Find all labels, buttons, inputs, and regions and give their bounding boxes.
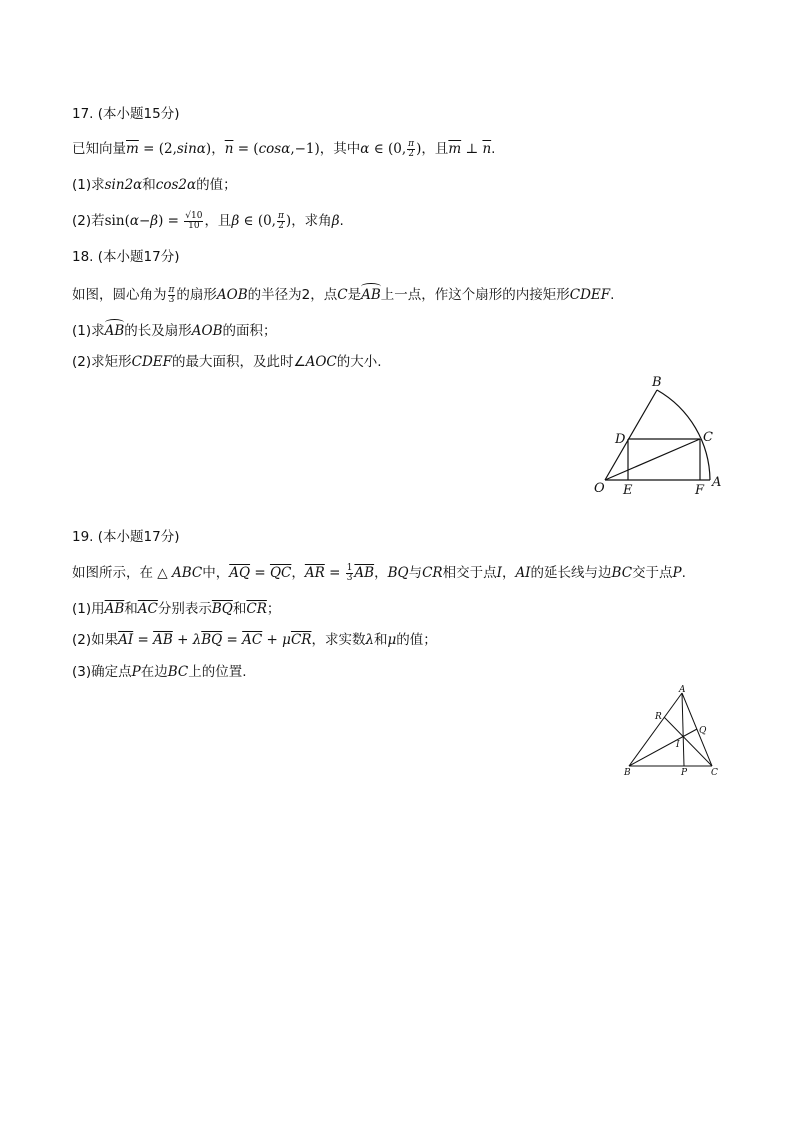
label-d: D (615, 432, 626, 447)
q18-part2: (2)求矩形CDEF的最大面积，及此时∠AOC的大小. (72, 354, 382, 370)
q18-part1: (1)求AB的长及扇形AOB的面积； (72, 323, 277, 339)
arc-ab: AB (361, 287, 381, 303)
side-ab (629, 693, 682, 766)
fraction-sqrt10-over-10: $\frac{√10}{10}$ (185, 210, 203, 231)
label-b: B (652, 375, 662, 390)
q17-stem: 已知向量$\overline{m} = (2,\sin\alpha)$，$\overline{n} = (\cos\alpha,-1)$，其中α ∈ (0, $\frac{\pi}{2}$ )，且$\overline{m}$ ⊥ $\overline{n}$. (72, 138, 496, 159)
label-r: R (655, 712, 662, 722)
label-b: B (624, 768, 631, 778)
segment-bq (629, 729, 697, 766)
q17-header: 17. (本小题15分) (72, 106, 180, 122)
q19-header: 19. (本小题17分) (72, 529, 180, 545)
label-a: A (679, 685, 686, 695)
triangle-figure (620, 685, 730, 780)
q19-part2: (2)如果$\overline{AI} = \overline{AB} + \lambda\overline{BQ} = \overline{AC} + \mu\overline{CR}$，求实数λ和μ的值； (72, 632, 437, 648)
sector-figure (590, 373, 730, 498)
label-o: O (594, 481, 605, 496)
label-p: P (681, 768, 688, 778)
q19-part1: (1)用$\overline{AB}$和$\overline{AC}$分别表示$\overline{BQ}$和$\overline{CR}$； (72, 601, 281, 617)
q17-part2: (2)若sin(α−β) = $\frac{√10}{10}$ ，且β ∈ (0, $\frac{\pi}{2}$ )，求角β. (72, 210, 344, 231)
label-q: Q (699, 726, 707, 736)
q19-stem: 如图所示，在 △ ABC中，$\overline{AQ} = \overline{QC}$，$\overline{AR}$ = $\frac{1}{3}$ $\overline{AB}$，BQ与CR相交于点I，AI的延长线与边BC交于点P. (72, 562, 686, 583)
label-f: F (695, 483, 705, 498)
q18-stem: 如图，圆心角为 $\frac{\pi}{3}$ 的扇形AOB的半径为2，点C是AB上一点，作这个扇形的内接矩形CDEF. (72, 284, 615, 305)
label-a: A (712, 475, 722, 490)
fraction-pi-over-2: $\frac{\pi}{2}$ (408, 138, 415, 159)
vector-m: $\overline{m}$ (126, 141, 139, 157)
q19-part3: (3)确定点P在边BC上的位置. (72, 664, 247, 680)
label-c: C (711, 768, 718, 778)
segment-cr (664, 717, 712, 766)
vector-n: $\overline{n}$ (224, 141, 234, 157)
radius-ob (605, 390, 657, 480)
q18-header: 18. (本小题17分) (72, 249, 180, 265)
label-c: C (703, 430, 713, 445)
segment-ap (682, 693, 684, 766)
q17-part1: (1)求sin2α和cos2α的值； (72, 177, 237, 193)
label-e: E (623, 483, 633, 498)
fraction-pi-over-3: $\frac{\pi}{3}$ (168, 284, 175, 305)
label-i: I (676, 740, 680, 750)
fraction-1-over-3: $\frac{1}{3}$ (346, 562, 353, 583)
